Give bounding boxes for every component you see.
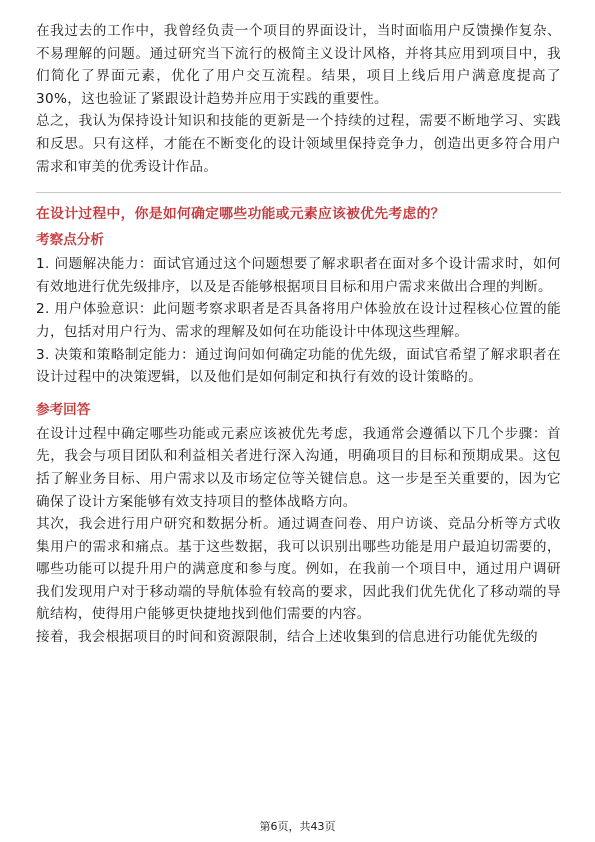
intro-paragraph: 在我过去的工作中，我曾经负责一个项目的界面设计，当时面临用户反馈操作复杂、不易理解的问题。通过研究当下流行的极简主义设计风格，并将其应用到项目中，我们简化了界面元素，优化了用户交互流程。结果，项目上线后用户满意度提高了30%，这也验证了紧跟设计趋势并应用于实践的重要性。 bbox=[36, 23, 561, 107]
page-number-footer: 第6页，共43页 bbox=[259, 820, 336, 833]
analysis-heading: 考察点分析 bbox=[36, 232, 104, 249]
section-divider bbox=[36, 192, 561, 193]
reference-paragraph: 在设计过程中确定哪些功能或元素应该被优先考虑，我通常会遵循以下几个步骤：首先，我会与项目团队和利益相关者进行深入沟通，明确项目的目标和预期成果。这包括了解业务目标、用户需求以及市场定位等关键信息。这一步是至关重要的，因为它确保了设计方案能够有效支持项目的整体战略方向。 bbox=[36, 425, 561, 510]
reference-heading: 参考回答 bbox=[36, 401, 91, 418]
reference-paragraph: 其次，我会进行用户研究和数据分析。通过调查问卷、用户访谈、竞品分析等方式收集用户的需求和痛点。基于这些数据，我可以识别出哪些功能是用户最迫切需要的，哪些功能可以提升用户的满意度和参与度。例如，在我前一个项目中，通过用户调研我们发现用户对于移动端的导航体验有较高的要求，因此我们优先优化了移动端的导航结构，使得用户能够更快捷地找到他们需要的内容。 bbox=[36, 516, 561, 623]
question-heading: 在设计过程中，你是如何确定哪些功能或元素应该被优先考虑的？ bbox=[36, 206, 445, 223]
reference-paragraph: 接着，我会根据项目的时间和资源限制，结合上述收集到的信息进行功能优先级的 bbox=[36, 629, 538, 646]
analysis-item: 1. 问题解决能力：面试官通过这个问题想要了解求职者在面对多个设计需求时，如何有效地进行优先级排序，以及是否能够根据项目目标和用户需求来做出合理的判断。 bbox=[36, 256, 561, 295]
intro-paragraph: 总之，我认为保持设计知识和技能的更新是一个持续的过程，需要不断地学习、实践和反思。只有这样，才能在不断变化的设计领域里保持竞争力，创造出更多符合用户需求和审美的优秀设计作品。 bbox=[36, 113, 561, 175]
analysis-item: 3. 决策和策略制定能力：通过询问如何确定功能的优先级，面试官希望了解求职者在设计过程中的决策逻辑，以及他们是如何制定和执行有效的设计策略的。 bbox=[36, 346, 561, 386]
analysis-list bbox=[36, 253, 561, 389]
analysis-item: 2. 用户体验意识：此问题考察求职者是否具备将用户体验放在设计过程核心位置的能力，包括对用户行为、需求的理解及如何在功能设计中体现这些理解。 bbox=[36, 301, 561, 340]
reference-answer bbox=[36, 423, 561, 649]
intro-section bbox=[36, 20, 561, 178]
page-content bbox=[36, 20, 561, 649]
